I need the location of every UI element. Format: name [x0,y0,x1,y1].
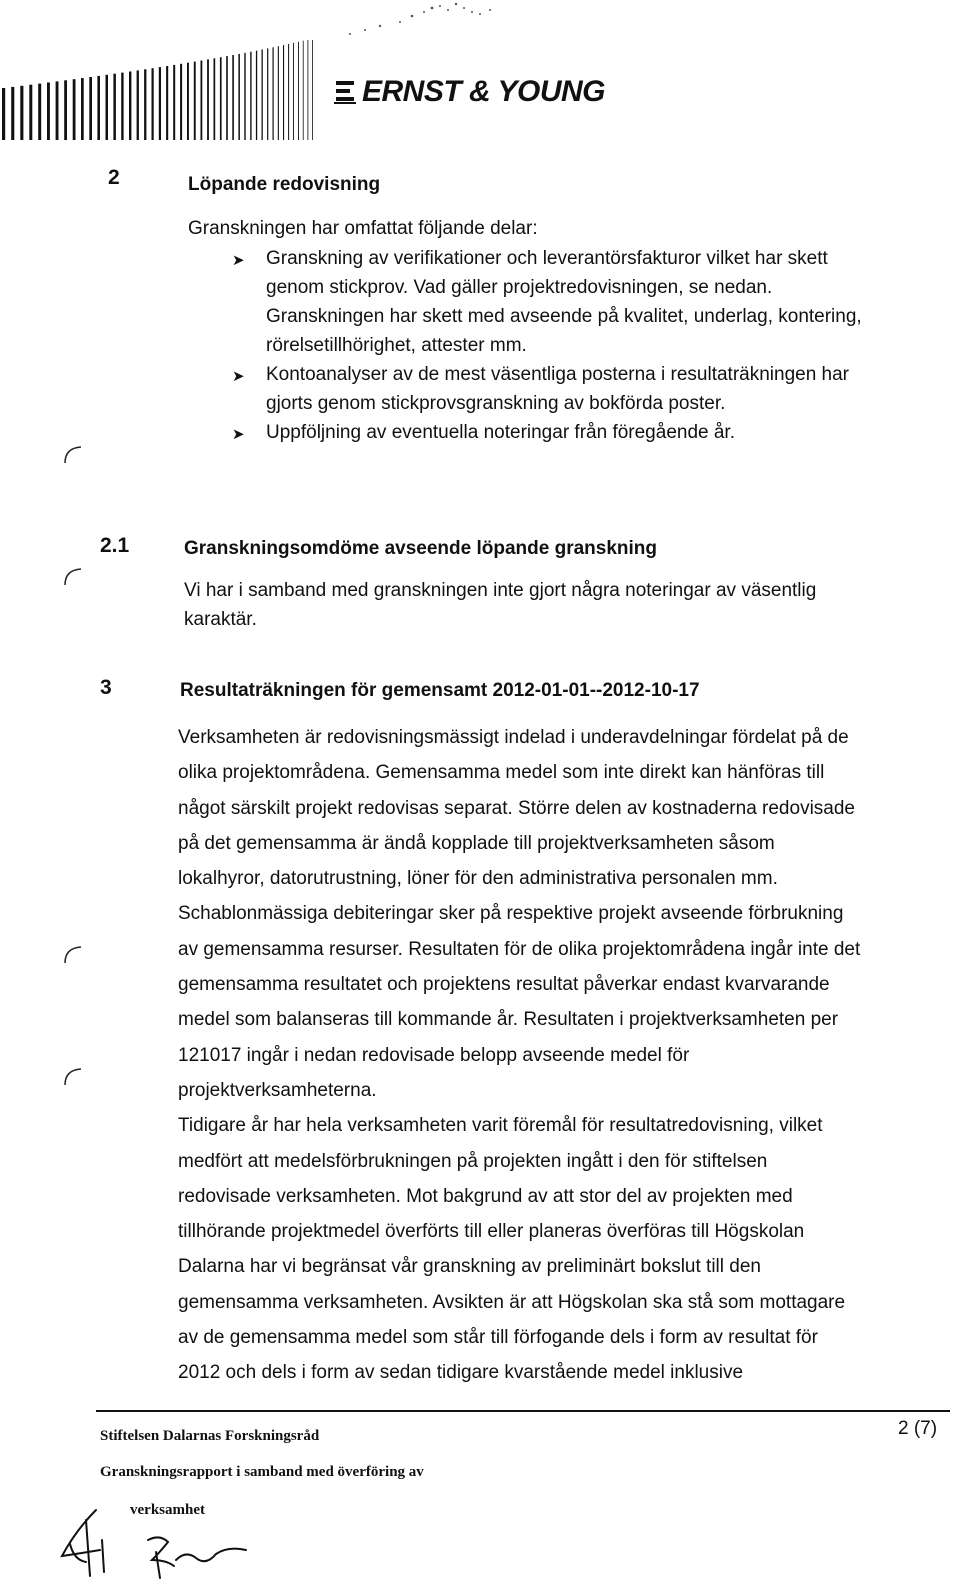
barcode-stripe [256,51,257,140]
barcode-stripe [312,40,313,140]
barcode-stripe [47,83,50,141]
margin-mark-icon [62,566,84,588]
barcode-stripe [226,56,228,140]
section-3-title: Resultaträkningen för gemensamt 2012-01-01--2012-10-17 [180,680,700,701]
bullet-text [266,360,849,418]
footer-report-title: Granskningsrapport i samband med överföring av [100,1464,424,1480]
barcode-stripe [11,87,14,140]
text-line: Vi har i samband med granskningen inte gjort några noteringar av väsentlig [184,580,817,601]
barcode-stripe [278,46,279,140]
barcode-stripe [283,45,284,140]
arrow-bullet-icon: ➤ [232,426,245,443]
footer-rule [96,1410,950,1412]
text-line: 121017 ingår i nedan redovisade belopp avseende medel för [178,1044,690,1066]
margin-mark-icon [62,444,84,466]
bullet-line: genom stickprov. Vad gäller projektredovisningen, se nedan. [266,277,773,298]
section-2-intro: Granskningen har omfattat följande delar: [188,218,538,239]
section-2-bullet-list [232,244,932,449]
barcode-stripe [201,61,203,141]
barcode-stripe [298,42,299,140]
footer-organization: Stiftelsen Dalarnas Forskningsråd [100,1428,320,1444]
scan-speckles [340,0,510,40]
bullet-line: Kontoanalyser av de mest väsentliga posterna i resultaträkningen har [266,364,850,385]
bullet-line: gjorts genom stickprovsgranskning av bokförda poster. [266,393,726,414]
page-number: 2 (7) [898,1418,938,1439]
section-3-number: 3 [100,676,112,699]
bullet-line: rörelsetillhörighet, attester mm. [266,335,527,356]
barcode-stripe [137,70,139,140]
barcode-stripe [207,59,209,140]
bullet-item [232,418,932,449]
barcode-stripe [144,69,146,140]
text-line: medfört att medelsförbrukningen på projekten ingått i den för stiftelsen [178,1150,768,1172]
bullet-line: Granskningen har skett med avseende på kvalitet, underlag, kontering, [266,306,862,327]
margin-mark-icon [62,944,84,966]
text-line: Schablonmässiga debiteringar sker på respektive projekt avseende förbrukning [178,903,844,925]
text-line: Dalarna har vi begränsat vår granskning av preliminärt bokslut till den [178,1256,761,1278]
text-line: medel som balanseras till kommande år. Resultaten i projektverksamheten per [178,1009,839,1031]
bullet-line: Granskning av verifikationer och leverantörsfakturor vilket har skett [266,248,828,269]
section-2-1-number: 2.1 [100,534,130,557]
arrow-bullet-icon: ➤ [232,252,245,269]
barcode-stripe [97,76,100,140]
barcode-stripe [194,62,196,140]
text-line: redovisade verksamheten. Mot bakgrund av att stor del av projekten med [178,1185,793,1207]
barcode-stripe [159,67,161,140]
barcode-stripe [29,85,32,140]
bullet-line: Uppföljning av eventuella noteringar från föregående år. [266,422,735,443]
barcode-graphic [0,40,330,140]
barcode-stripe [214,58,216,140]
section-3-body [178,720,918,1391]
text-line: 2012 och dels i form av sedan tidigare kvarstående medel inklusive [178,1362,744,1384]
text-line: på det gemensamma är ändå kopplade till projektverksamheten såsom [178,832,775,854]
text-line: olika projektområdena. Gemensamma medel som inte direkt kan hänföras till [178,762,825,784]
barcode-stripe [152,68,154,140]
footer-report-title-cont: verksamhet [130,1502,205,1518]
barcode-stripe [220,57,222,140]
text-line: lokalhyror, datorutrustning, löner för den administrativa personalen mm. [178,868,778,890]
bullet-text [266,418,735,449]
barcode-stripe [121,73,123,140]
bullet-item [232,244,932,360]
text-line: tillhörande projektmedel överförts till eller planeras överföras till Högskolan [178,1221,805,1243]
barcode-stripe [73,79,76,140]
arrow-bullet-icon: ➤ [232,368,245,385]
section-2-title: Löpande redovisning [188,174,381,195]
barcode-stripe [308,40,309,140]
barcode-stripe [288,44,289,140]
barcode-stripe [64,80,67,140]
barcode-stripe [238,54,240,140]
ey-logo-icon [334,79,356,105]
barcode-stripe [89,77,92,140]
text-line: något särskilt projekt redovisas separat. Större delen av kostnaderna redovisade [178,797,855,819]
text-line: av de gemensamma medel som står till förfogande dels i form av resultat för [178,1327,818,1349]
barcode-stripe [106,75,109,140]
barcode-stripe [303,41,304,140]
barcode-stripe [250,52,251,140]
barcode-stripe [81,78,84,140]
ernst-young-logo [334,72,605,112]
bullet-text [266,244,862,360]
text-line: Tidigare år har hela verksamheten varit föremål för resultatredovisning, vilket [178,1115,823,1137]
text-line: Verksamheten är redovisningsmässigt indelad i underavdelningar fördelat på de [178,727,849,748]
barcode-stripe [180,64,182,140]
barcode-stripe [38,84,41,140]
text-line: projektverksamheterna. [178,1079,377,1101]
barcode-stripe [267,48,268,140]
barcode-stripe [166,66,168,140]
margin-mark-icon [62,1066,84,1088]
text-line: gemensamma resultatet och projektens resultat påverkar endast kvarvarande [178,974,830,996]
bullet-item [232,360,932,418]
barcode-stripe [113,74,116,140]
barcode-stripe [56,81,59,140]
handwritten-initials-signature [56,1500,256,1580]
section-2-number: 2 [108,166,120,189]
barcode-stripe [262,50,263,141]
barcode-stripe [232,55,234,140]
barcode-stripe [273,47,274,140]
text-line: av gemensamma resurser. Resultaten för de olika projektområdena ingår inte det [178,938,861,960]
barcode-stripe [187,63,189,140]
section-2-1-title: Granskningsomdöme avseende löpande granskning [184,538,658,559]
section-2-1-text [184,576,914,634]
logo-text: ERNST & YOUNG [362,75,605,108]
barcode-stripe [2,88,5,140]
barcode-stripe [173,65,175,140]
text-line: karaktär. [184,609,257,630]
barcode-stripe [20,86,23,140]
barcode-stripe [129,72,131,141]
barcode-stripe [293,43,294,140]
text-line: gemensamma verksamheten. Avsikten är att Högskolan ska stå som mottagare [178,1291,846,1313]
barcode-stripe [244,53,245,140]
